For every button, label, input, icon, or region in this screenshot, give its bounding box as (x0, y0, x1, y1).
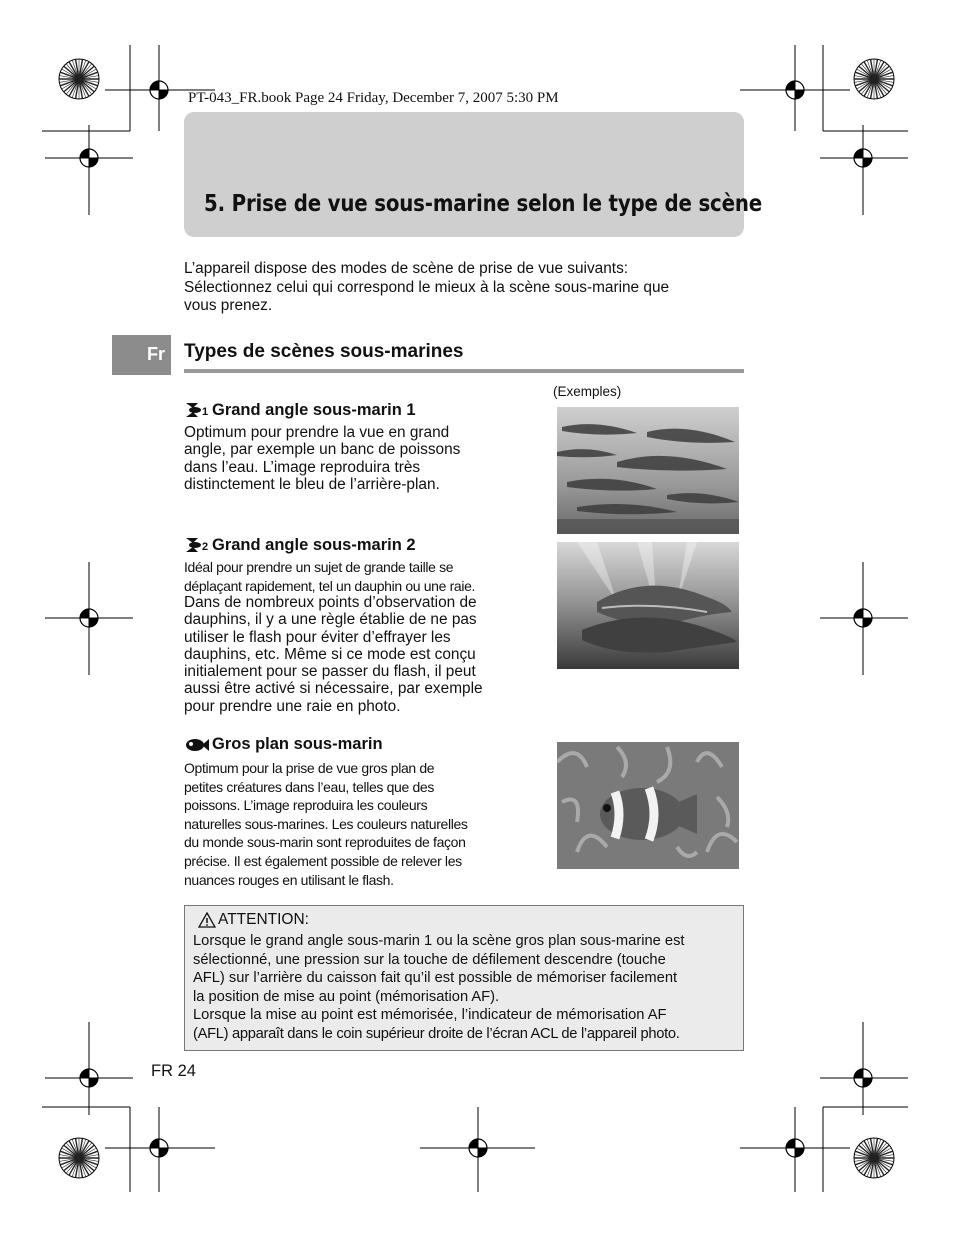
icon-digit: 2 (202, 541, 209, 553)
icon-digit: 1 (202, 406, 209, 418)
mode-summary (184, 558, 534, 595)
mode-description (184, 594, 534, 715)
mode-description (184, 424, 534, 493)
star-target-mark (59, 1138, 99, 1178)
attention-box (184, 905, 744, 1051)
mode-heading-wide-1 (184, 400, 416, 420)
chapter-title-band (184, 112, 744, 237)
text-line: dauphins, etc. Même si ce mode est conçu (184, 645, 476, 663)
language-tab-label: Fr (147, 344, 165, 364)
mode-title: Grand angle sous-marin 1 (212, 400, 416, 419)
text-line: la position de mise au point (mémorisation AF). (193, 988, 500, 1005)
text-line: angle, par exemple un banc de poissons (184, 441, 461, 459)
text-line: petites créatures dans l’eau, telles que des (184, 778, 434, 795)
mode-description (184, 759, 534, 889)
text-line: poissons. L’image reproduira les couleurs (184, 797, 428, 814)
attention-heading (198, 911, 309, 929)
intro-line: Sélectionnez celui qui correspond le mieux à la scène sous-marine que (184, 278, 670, 296)
dolphins-photo (557, 542, 739, 669)
section-title: Types de scènes sous-marines (184, 341, 464, 362)
text-line: Lorsque le grand angle sous-marin 1 ou la scène gros plan sous-marine est (193, 933, 685, 949)
text-line: dans l’eau. L’image reproduira très (184, 458, 421, 476)
text-line: distinctement le bleu de l’arrière-plan. (184, 475, 440, 493)
star-target-mark (59, 59, 99, 99)
text-line: utiliser le flash pour éviter d’effrayer les (184, 628, 451, 646)
text-line: dauphins, il y a une règle établie de ne pas (184, 611, 477, 629)
text-line: Dans de nombreux points d’observation de (184, 594, 477, 611)
mode-title: Grand angle sous-marin 2 (212, 535, 416, 554)
text-line: naturelles sous-marines. Les couleurs naturelles (184, 815, 468, 832)
text-line: AFL) sur l’arrière du caisson fait qu’il est possible de mémoriser facilement (193, 970, 678, 987)
text-line: nuances rouges en utilisant le flash. (184, 871, 394, 888)
barracuda-school-photo (557, 407, 739, 534)
underwater-wide-2-icon (184, 535, 210, 555)
text-line: initialement pour se passer du flash, il peut (184, 663, 476, 681)
mode-heading-macro (184, 735, 383, 754)
language-tab (112, 335, 171, 375)
book-info-header: PT-043_FR.book Page 24 Friday, December 7, 2007 5:30 PM (188, 90, 559, 106)
text-line: (AFL) apparaît dans le coin supérieur droite de l’écran ACL de l’appareil photo. (193, 1025, 680, 1042)
intro-line: vous prenez. (184, 297, 273, 314)
section-divider (184, 369, 744, 373)
text-line: déplaçant rapidement, tel un dauphin ou une raie. (184, 577, 476, 594)
text-line: pour prendre une raie en photo. (184, 697, 401, 715)
text-line: Optimum pour la prise de vue gros plan de (184, 760, 435, 776)
star-target-mark (854, 59, 894, 99)
examples-label: (Exemples) (553, 384, 622, 399)
intro-paragraph (184, 260, 764, 316)
text-line: du monde sous-marin sont reproduites de façon (184, 834, 466, 851)
underwater-wide-1-icon (184, 400, 210, 420)
attention-label: ATTENTION: (218, 911, 309, 928)
star-target-mark (854, 1138, 894, 1178)
text-line: Idéal pour prendre un sujet de grande taille se (184, 559, 454, 575)
text-line: aussi être activé si nécessaire, par exemple (184, 680, 483, 698)
text-line: précise. Il est également possible de relever les (184, 852, 462, 869)
intro-line: L’appareil dispose des modes de scène de prise de vue suivants: (184, 260, 629, 277)
chapter-title: 5. Prise de vue sous-marine selon le type de scène (204, 191, 763, 217)
text-line: Lorsque la mise au point est mémorisée, l’indicateur de mémorisation AF (193, 1007, 667, 1024)
text-line: sélectionné, une pression sur la touche de défilement descendre (touche (193, 951, 666, 968)
clownfish-photo (557, 742, 739, 869)
mode-heading-wide-2 (184, 535, 416, 555)
text-line: Optimum pour prendre la vue en grand (184, 424, 450, 441)
mode-title: Gros plan sous-marin (212, 735, 383, 753)
underwater-macro-icon (184, 736, 210, 754)
warning-triangle-icon (198, 912, 216, 928)
attention-text (193, 932, 738, 1044)
page-number: FR 24 (151, 1062, 196, 1080)
